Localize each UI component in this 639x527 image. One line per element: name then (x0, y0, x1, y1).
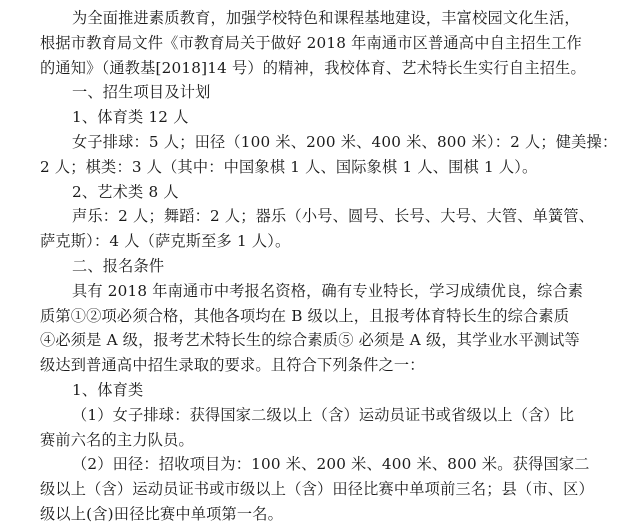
subheading-sports: 1、体育类 12 人 (72, 108, 189, 127)
sports-quota-line-2: 2 人；棋类：3 人（其中：中国象棋 1 人、国际象棋 1 人、围棋 1 人）。 (40, 157, 538, 176)
arts-quota-line-2: 萨克斯）：4 人（萨克斯至多 1 人）。 (40, 232, 291, 251)
requirements-line-3: ④必须是 A 级，报考艺术特长生的综合素质⑤ 必须是 A 级，其学业水平测试等 (40, 331, 580, 350)
section-heading-plan: 一、招生项目及计划 (72, 83, 211, 102)
requirements-line-2: 质第①②项必须合格，其他各项均在 B 级以上，且报考体育特长生的综合素质 (40, 306, 570, 325)
sports-quota-line-1: 女子排球：5 人；田径（100 米、200 米、400 米、800 米）：2 人；健美操： (72, 132, 618, 151)
subheading-arts: 2、艺术类 8 人 (72, 182, 179, 201)
paragraph-intro-line-1: 为全面推进素质教育，加强学校特色和课程基地建设，丰富校园文化生活， (72, 9, 580, 27)
track-requirement-line-2: 级以上（含）运动员证书或市级以上（含）田径比赛中单项前三名；县（市、区） (40, 480, 594, 499)
arts-quota-line-1: 声乐：2 人；舞蹈：2 人；器乐（小号、圆号、长号、大号、大管、单簧管、 (72, 207, 595, 226)
volleyball-requirement-line-2: 赛前六名的主力队员。 (40, 430, 194, 449)
track-requirement-line-1: （2）田径：招收项目为：100 米、200 米、400 米、800 米。获得国家二 (72, 455, 590, 474)
paragraph-intro-line-2: 根据市教育局文件《市教育局关于做好 2018 年南通市区普通高中自主招生工作 (40, 33, 582, 52)
volleyball-requirement-line-1: （1）女子排球：获得国家二级以上（含）运动员证书或省级以上（含）比 (72, 405, 575, 424)
paragraph-intro-line-3: 的通知》（通教基[2018]14 号）的精神，我校体育、艺术特长生实行自主招生。 (40, 58, 586, 77)
subheading-sports-requirements: 1、体育类 (72, 380, 144, 399)
requirements-line-1: 具有 2018 年南通市中考报名资格，确有专业特长，学习成绩优良，综合素 (72, 281, 584, 300)
section-heading-requirements: 二、报名条件 (72, 256, 165, 275)
requirements-line-4: 级达到普通高中招生录取的要求。且符合下列条件之一： (40, 356, 425, 375)
track-requirement-line-3: 级以上(含)田径比赛中单项第一名。 (40, 504, 284, 523)
